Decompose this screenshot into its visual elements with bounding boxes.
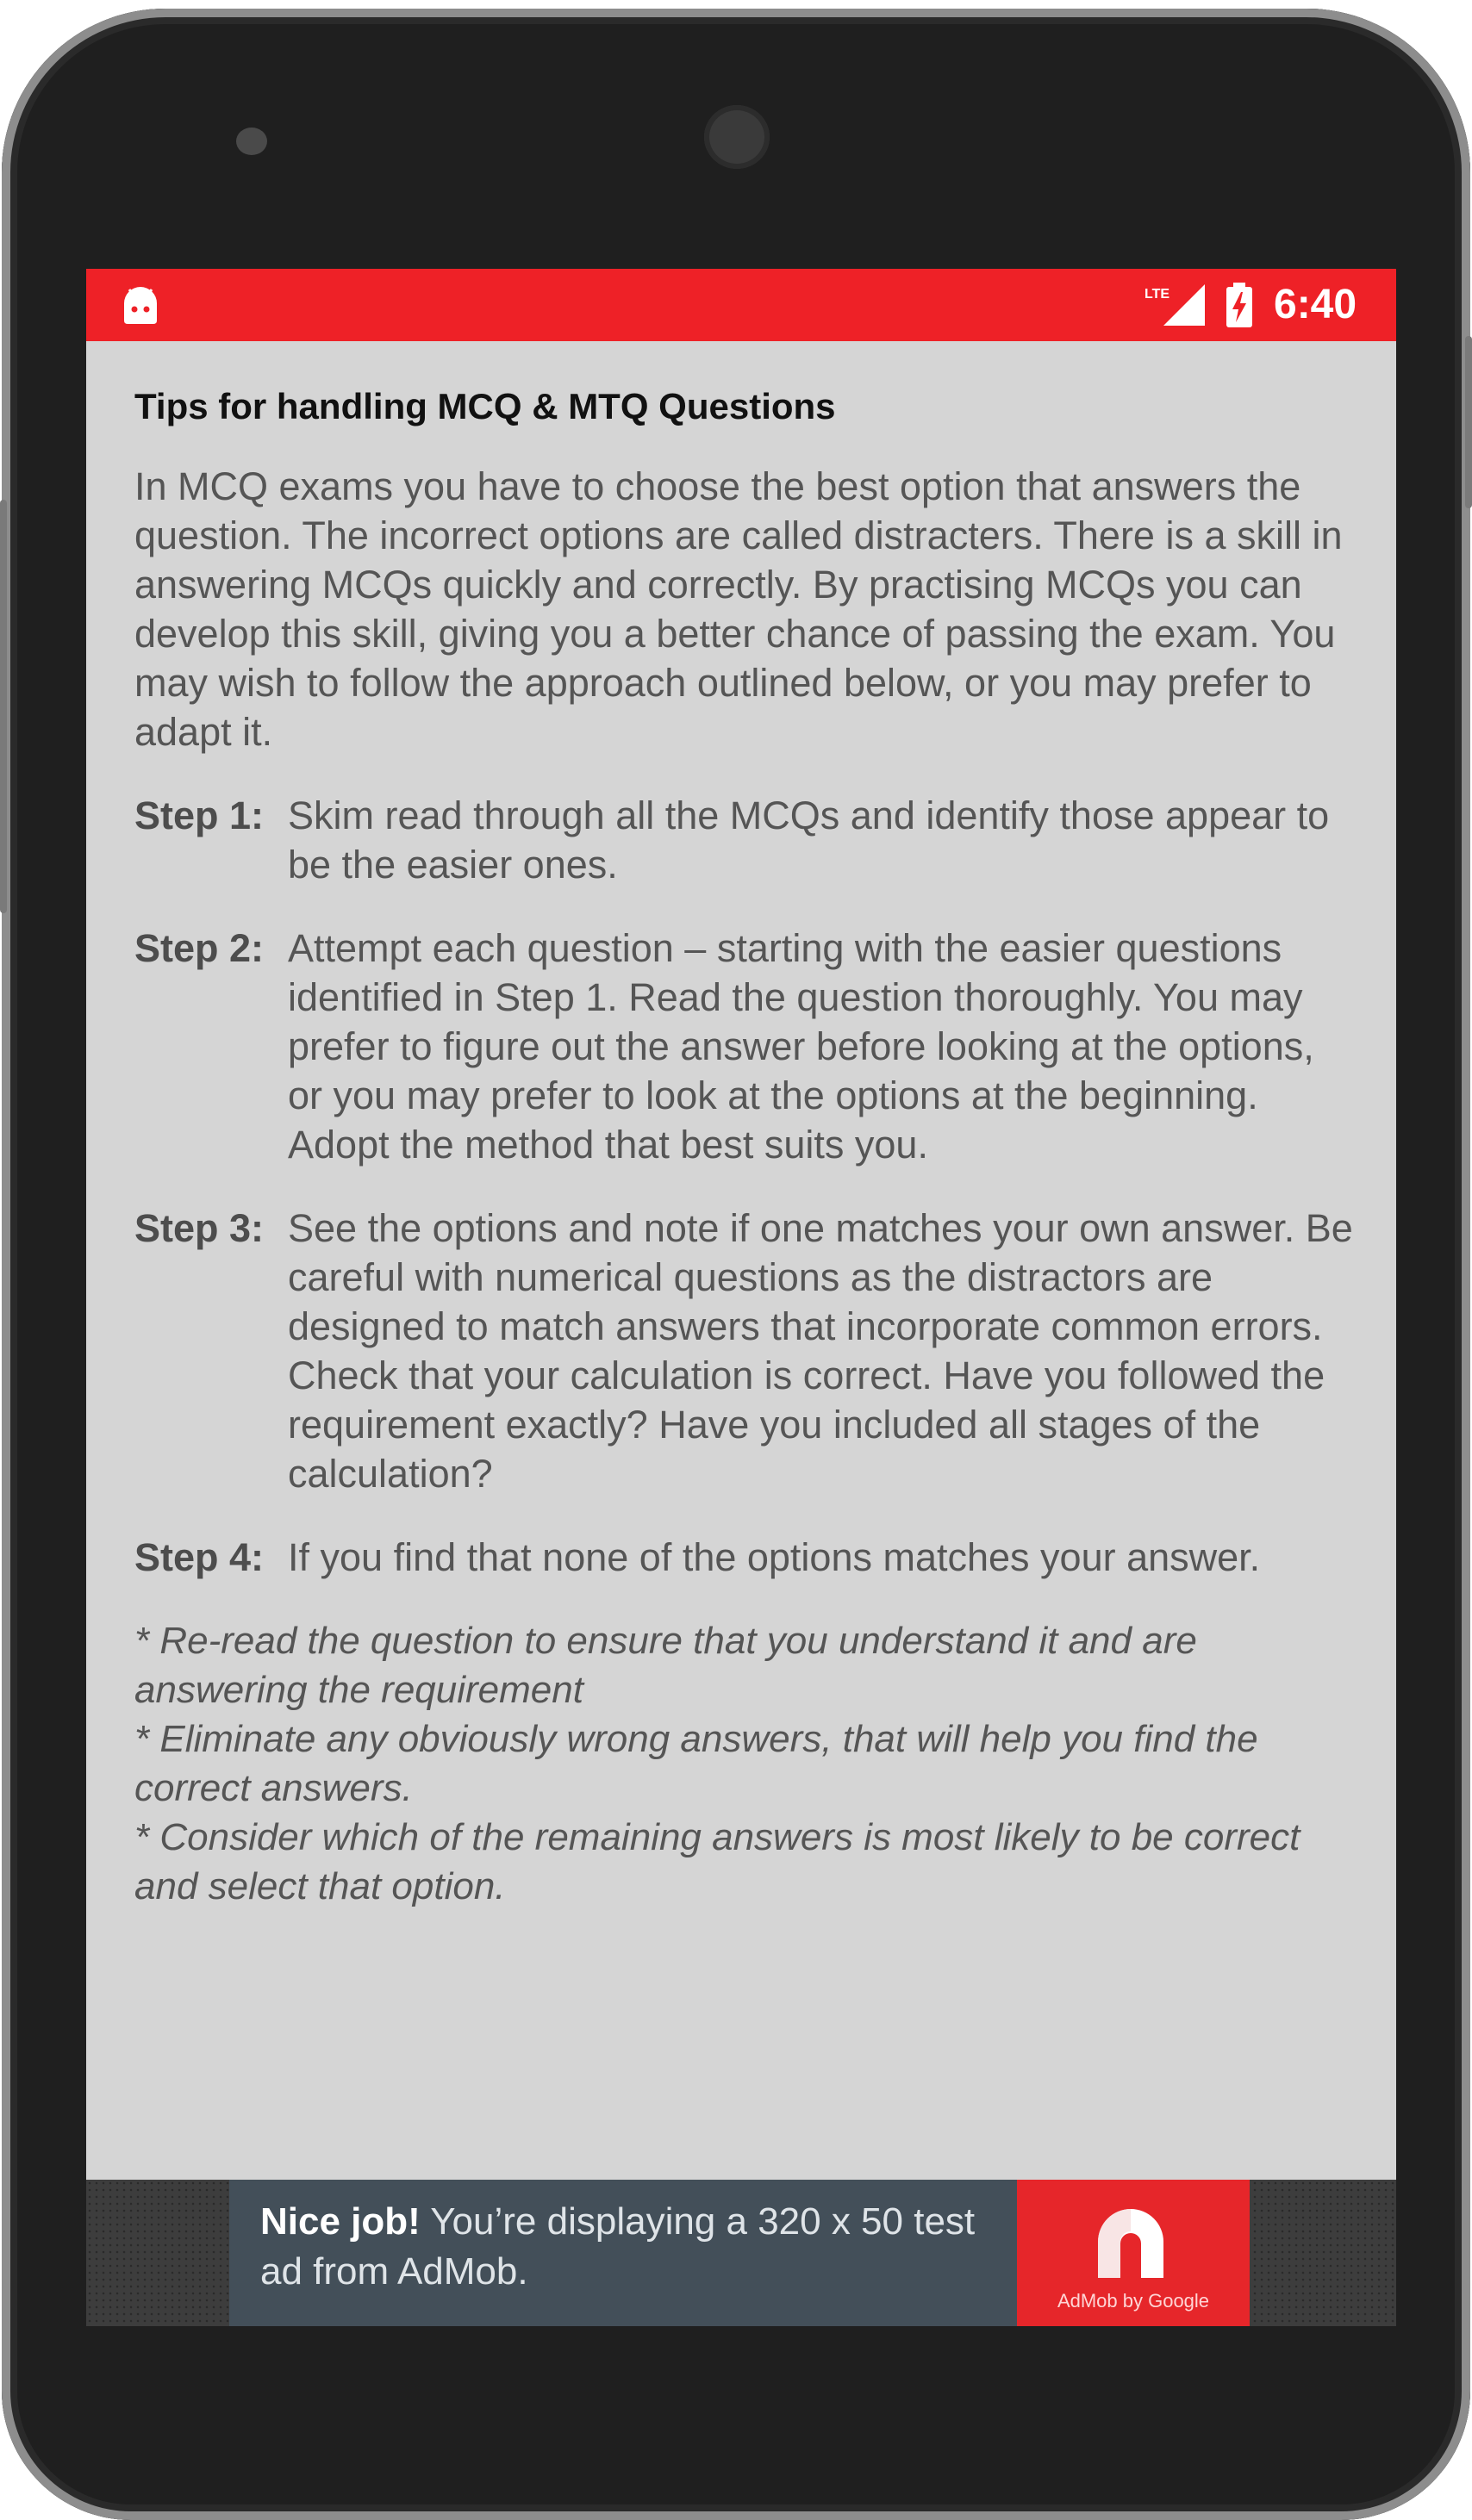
ad-text[interactable]: [260, 2197, 1001, 2297]
status-bar: [86, 269, 1396, 341]
step-label: Step 2:: [134, 926, 265, 970]
step-item: [134, 791, 1358, 889]
step-text: If you find that none of the options matches your answer.: [288, 1535, 1261, 1579]
note-item: * Consider which of the remaining answers is most likely to be correct and select that option.: [134, 1816, 1300, 1907]
ad-logo-box[interactable]: [1017, 2180, 1250, 2326]
article-intro: In MCQ exams you have to choose the best option that answers the question. The incorrect options are called distracters. There is a skill in answering MCQs quickly and correctly. By practising MCQs you can develop this skill, giving you a better chance of passing the exam. You may wish to follow the approach outlined below, or you may prefer to adapt it.: [134, 464, 1343, 754]
lte-signal-icon: [1145, 281, 1207, 329]
step-text: See the options and note if one matches your own answer. Be careful with numerical questions as the distractors are designed to match answers that incorporate common errors. Check that your calculation is correct. Have you followed the requirement exactly? Have you included all stages of the calculation?: [288, 1206, 1353, 1496]
battery-charging-icon: [1224, 281, 1255, 329]
screen: [86, 269, 1396, 2326]
ad-headline: Nice job!: [260, 2200, 421, 2243]
volume-button: [0, 500, 7, 913]
android-icon: [121, 286, 160, 324]
note-item: * Eliminate any obviously wrong answers, that will help you find the correct answers.: [134, 1718, 1258, 1809]
ad-banner[interactable]: [86, 2180, 1396, 2326]
step-label: Step 4:: [134, 1535, 265, 1579]
step-item: [134, 924, 1358, 1169]
admob-logo-icon: [1084, 2197, 1179, 2283]
sensor-dot: [236, 128, 267, 155]
article: [134, 381, 1358, 1911]
power-button: [1465, 336, 1472, 508]
tips-notes: [134, 1616, 1358, 1911]
ad-caption: AdMob by Google: [1057, 2290, 1210, 2312]
phone-frame: [2, 9, 1470, 2520]
status-time: 6:40: [1274, 282, 1357, 327]
front-camera: [704, 105, 770, 169]
note-item: * Re-read the question to ensure that you understand it and are answering the requirement: [134, 1620, 1197, 1711]
ad-content[interactable]: [229, 2180, 1017, 2326]
step-label: Step 3:: [134, 1206, 265, 1250]
article-title: Tips for handling MCQ & MTQ Questions: [134, 386, 836, 426]
step-text: Skim read through all the MCQs and identify those appear to be the easier ones.: [288, 793, 1330, 887]
step-item: [134, 1533, 1358, 1582]
ad-body: You’re displaying a 320 x 50 test ad from AdMob.: [260, 2200, 976, 2293]
step-item: [134, 1204, 1358, 1498]
step-text: Attempt each question – starting with the easier questions identified in Step 1. Read the question thoroughly. You may prefer to figure out the answer before looking at the options, or you may prefer to look at the options at the beginning. Adopt the method that best suits you.: [288, 926, 1314, 1167]
svg-text:LTE: LTE: [1145, 287, 1170, 302]
step-label: Step 1:: [134, 793, 265, 837]
